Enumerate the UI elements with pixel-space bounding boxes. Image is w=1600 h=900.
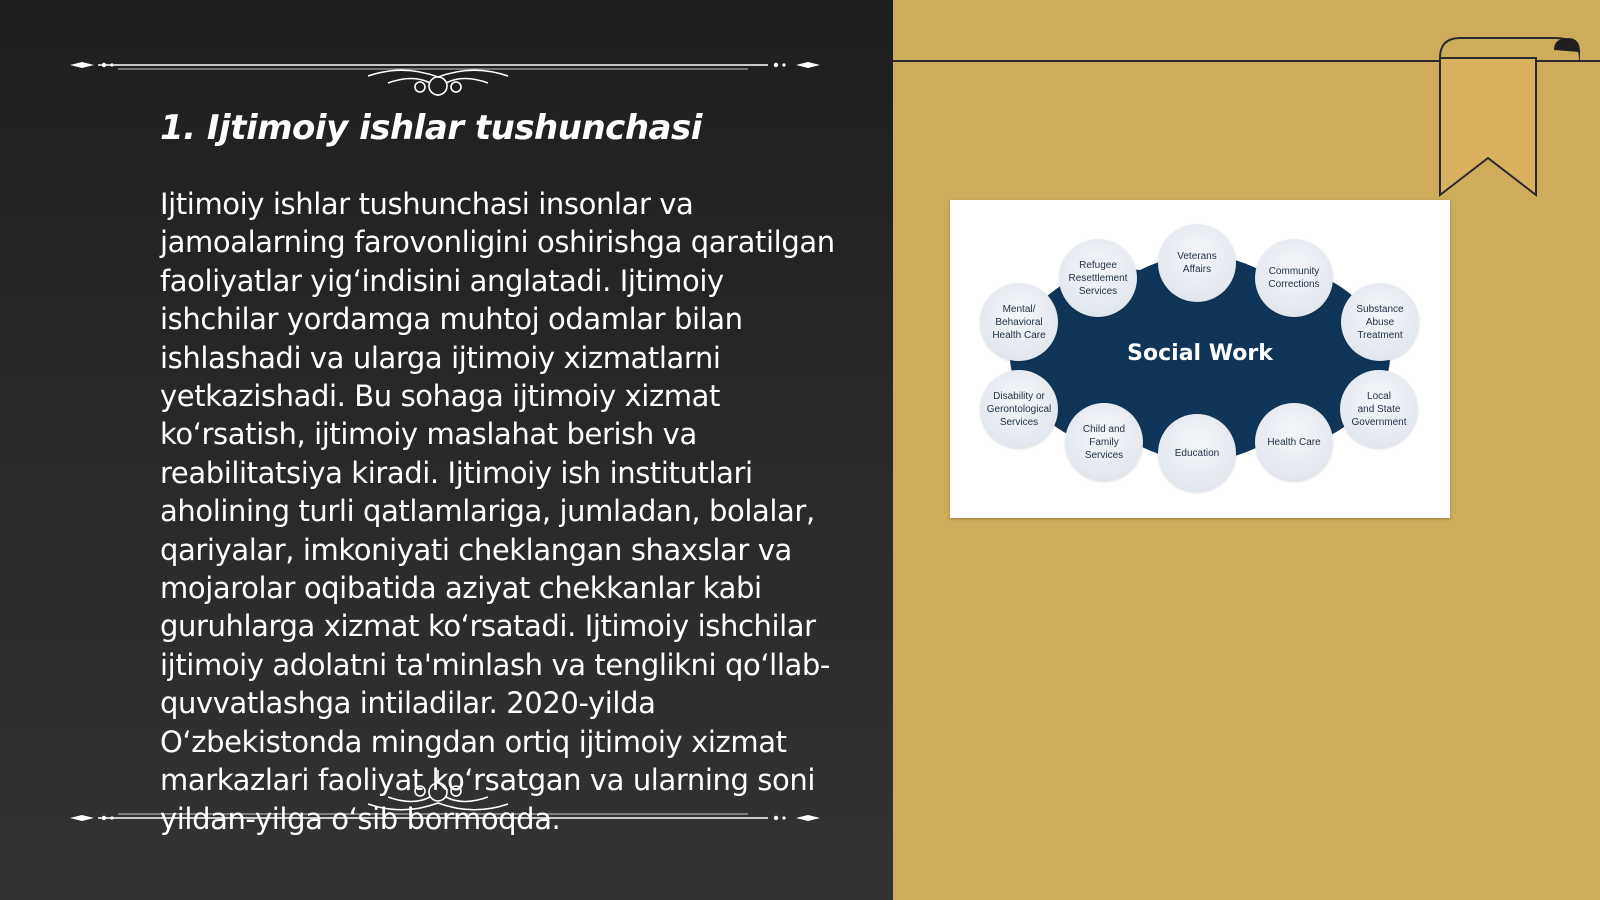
node-label: Disability or Gerontological Services (986, 390, 1052, 428)
node-label: Health Care (1267, 436, 1321, 448)
slide-title: 1. Ijtimoiy ishlar tushunchasi (160, 108, 702, 148)
node-local-state-government (1340, 370, 1418, 448)
bookmark-ribbon-icon (1430, 30, 1580, 200)
node-label: Mental/ Behavioral Health Care (992, 303, 1046, 341)
diagram-center-label: Social Work (1127, 341, 1273, 366)
node-label: Local and State Government (1351, 390, 1407, 428)
node-refugee-resettlement-services (1059, 239, 1137, 317)
social-work-diagram (950, 200, 1450, 518)
node-label: Child and Family Services (1082, 423, 1126, 461)
node-child-family-services (1065, 403, 1143, 481)
node-education (1158, 414, 1236, 492)
node-veterans-affairs (1158, 224, 1236, 302)
top-ornament-divider (68, 36, 828, 96)
node-disability-gerontological-services (980, 370, 1058, 448)
node-health-care (1255, 403, 1333, 481)
node-label: Education (1174, 447, 1220, 459)
slide-body-text: Ijtimoiy ishlar tushunchasi insonlar va jamoalarning farovonligini oshirishga qaratilgan faoliyatlar yig‘indisini anglatadi. Ijtimoiy ishchilar yordamga muhtoj odamlar bilan ishlashadi va ularga ijtimoiy xizmatlarni yetkazishadi. Bu sohaga ijtimoiy xizmat ko‘rsatish, ijtimoiy maslahat berish va reabilitatsiya kiradi. Ijtimoiy ish institutlari aholining turli qatlamlariga, jumladan, bolalar, qariyalar, imkoniyati cheklangan shaxslar va mojarolar oqibatida aziyat chekkanlar kabi guruhlarga xizmat ko‘rsatadi. Ijtimoiy ishchilar ijtimoiy adolatni ta'minlash va tenglikni qo‘llab-quvvatlashga intiladilar. 2020-yilda O‘zbekistonda mingdan ortiq ijtimoiy xizmat markazlari faoliyat ko‘rsatgan va ularning soni yildan-yilga o‘sib bormoqda. (160, 187, 835, 836)
node-label: Refugee Resettlement Services (1068, 259, 1128, 297)
node-mental-behavioral-health-care (980, 283, 1058, 361)
node-substance-abuse-treatment (1341, 283, 1419, 361)
node-label: Substance Abuse Treatment (1356, 303, 1404, 341)
node-label: Community Corrections (1268, 266, 1320, 290)
node-label: Veterans Affairs (1177, 251, 1217, 275)
node-community-corrections (1255, 239, 1333, 317)
